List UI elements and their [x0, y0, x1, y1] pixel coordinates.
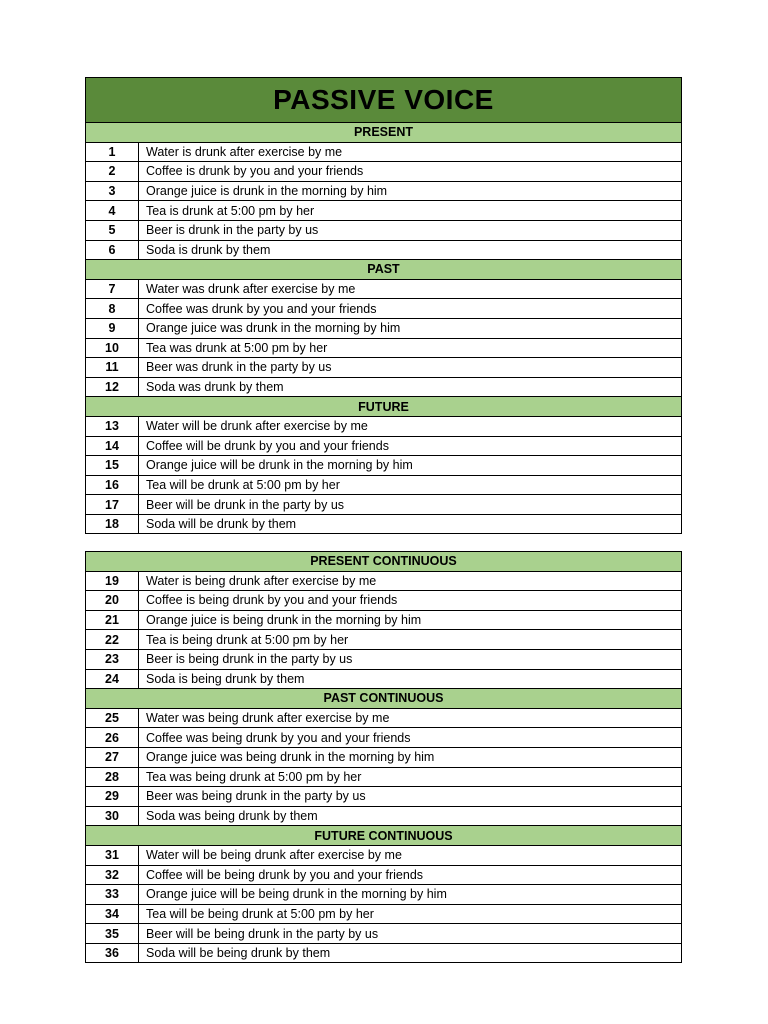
row-sentence: Tea will be drunk at 5:00 pm by her [139, 475, 682, 495]
table-row [86, 904, 682, 924]
row-number: 6 [86, 240, 139, 260]
passive-voice-table-continuous [85, 551, 682, 963]
table-row [86, 220, 682, 240]
table-row [86, 767, 682, 787]
table-row [86, 514, 682, 534]
row-number: 21 [86, 610, 139, 630]
table-row [86, 338, 682, 358]
row-sentence: Tea will be being drunk at 5:00 pm by her [139, 904, 682, 924]
row-sentence: Soda is being drunk by them [139, 669, 682, 689]
table-row [86, 299, 682, 319]
row-sentence: Tea is drunk at 5:00 pm by her [139, 201, 682, 221]
row-number: 29 [86, 787, 139, 807]
row-sentence: Coffee will be being drunk by you and your friends [139, 865, 682, 885]
row-number: 30 [86, 806, 139, 826]
row-sentence: Orange juice is being drunk in the morning by him [139, 610, 682, 630]
row-sentence: Orange juice was drunk in the morning by him [139, 318, 682, 338]
row-number: 35 [86, 924, 139, 944]
section-header-row [86, 552, 682, 572]
table-row [86, 591, 682, 611]
table-row [86, 669, 682, 689]
table-row [86, 943, 682, 963]
row-sentence: Tea is being drunk at 5:00 pm by her [139, 630, 682, 650]
section-heading: FUTURE [86, 397, 682, 417]
section-header-row [86, 689, 682, 709]
row-number: 13 [86, 416, 139, 436]
table-row [86, 885, 682, 905]
row-number: 11 [86, 358, 139, 378]
table-row [86, 416, 682, 436]
table-row [86, 924, 682, 944]
row-number: 5 [86, 220, 139, 240]
section-heading: PRESENT [86, 123, 682, 143]
table-row [86, 708, 682, 728]
row-sentence: Water was drunk after exercise by me [139, 279, 682, 299]
row-number: 18 [86, 514, 139, 534]
row-number: 26 [86, 728, 139, 748]
section-heading: FUTURE CONTINUOUS [86, 826, 682, 846]
row-number: 9 [86, 318, 139, 338]
row-number: 20 [86, 591, 139, 611]
table-row [86, 201, 682, 221]
table-row [86, 279, 682, 299]
table-row [86, 571, 682, 591]
table-row [86, 747, 682, 767]
row-number: 14 [86, 436, 139, 456]
row-sentence: Soda will be being drunk by them [139, 943, 682, 963]
table-row [86, 845, 682, 865]
table-body [86, 78, 682, 534]
row-number: 31 [86, 845, 139, 865]
row-sentence: Orange juice is drunk in the morning by him [139, 181, 682, 201]
row-sentence: Beer was drunk in the party by us [139, 358, 682, 378]
row-number: 19 [86, 571, 139, 591]
row-sentence: Coffee is being drunk by you and your friends [139, 591, 682, 611]
row-sentence: Water was being drunk after exercise by me [139, 708, 682, 728]
row-number: 12 [86, 377, 139, 397]
row-sentence: Orange juice will be being drunk in the morning by him [139, 885, 682, 905]
row-number: 34 [86, 904, 139, 924]
row-sentence: Soda is drunk by them [139, 240, 682, 260]
row-number: 17 [86, 495, 139, 515]
table-row [86, 610, 682, 630]
row-number: 3 [86, 181, 139, 201]
section-header-row [86, 826, 682, 846]
row-number: 24 [86, 669, 139, 689]
section-header-row [86, 397, 682, 417]
table-row [86, 630, 682, 650]
table-body [86, 552, 682, 963]
section-header-row [86, 123, 682, 143]
row-sentence: Beer will be being drunk in the party by us [139, 924, 682, 944]
row-sentence: Soda was being drunk by them [139, 806, 682, 826]
row-sentence: Orange juice will be drunk in the morning by him [139, 456, 682, 476]
row-number: 36 [86, 943, 139, 963]
table-row [86, 475, 682, 495]
table-row [86, 436, 682, 456]
row-sentence: Water is drunk after exercise by me [139, 142, 682, 162]
section-header-row [86, 260, 682, 280]
row-sentence: Beer will be drunk in the party by us [139, 495, 682, 515]
section-heading: PAST [86, 260, 682, 280]
row-sentence: Beer was being drunk in the party by us [139, 787, 682, 807]
row-sentence: Soda will be drunk by them [139, 514, 682, 534]
table-row [86, 456, 682, 476]
row-number: 1 [86, 142, 139, 162]
row-number: 2 [86, 162, 139, 182]
row-number: 25 [86, 708, 139, 728]
row-sentence: Soda was drunk by them [139, 377, 682, 397]
table-row [86, 318, 682, 338]
passive-voice-table-simple [85, 77, 682, 534]
row-sentence: Tea was being drunk at 5:00 pm by her [139, 767, 682, 787]
section-heading: PAST CONTINUOUS [86, 689, 682, 709]
row-number: 27 [86, 747, 139, 767]
row-number: 28 [86, 767, 139, 787]
table-row [86, 358, 682, 378]
row-sentence: Water will be being drunk after exercise by me [139, 845, 682, 865]
table-row [86, 240, 682, 260]
table-row [86, 806, 682, 826]
row-number: 15 [86, 456, 139, 476]
row-sentence: Tea was drunk at 5:00 pm by her [139, 338, 682, 358]
row-number: 4 [86, 201, 139, 221]
row-sentence: Coffee will be drunk by you and your friends [139, 436, 682, 456]
table-row [86, 495, 682, 515]
row-sentence: Water is being drunk after exercise by me [139, 571, 682, 591]
title-row [86, 78, 682, 123]
row-sentence: Beer is drunk in the party by us [139, 220, 682, 240]
row-number: 23 [86, 649, 139, 669]
table-row [86, 728, 682, 748]
row-number: 32 [86, 865, 139, 885]
table-row [86, 142, 682, 162]
row-number: 33 [86, 885, 139, 905]
table-row [86, 162, 682, 182]
table-row [86, 865, 682, 885]
table-row [86, 649, 682, 669]
table-row [86, 181, 682, 201]
table-row [86, 787, 682, 807]
row-sentence: Coffee was drunk by you and your friends [139, 299, 682, 319]
row-sentence: Beer is being drunk in the party by us [139, 649, 682, 669]
row-sentence: Coffee is drunk by you and your friends [139, 162, 682, 182]
row-number: 10 [86, 338, 139, 358]
row-number: 8 [86, 299, 139, 319]
section-heading: PRESENT CONTINUOUS [86, 552, 682, 572]
row-sentence: Coffee was being drunk by you and your friends [139, 728, 682, 748]
row-number: 22 [86, 630, 139, 650]
row-number: 16 [86, 475, 139, 495]
row-number: 7 [86, 279, 139, 299]
row-sentence: Orange juice was being drunk in the morning by him [139, 747, 682, 767]
row-sentence: Water will be drunk after exercise by me [139, 416, 682, 436]
table-row [86, 377, 682, 397]
page-title: PASSIVE VOICE [86, 78, 682, 123]
